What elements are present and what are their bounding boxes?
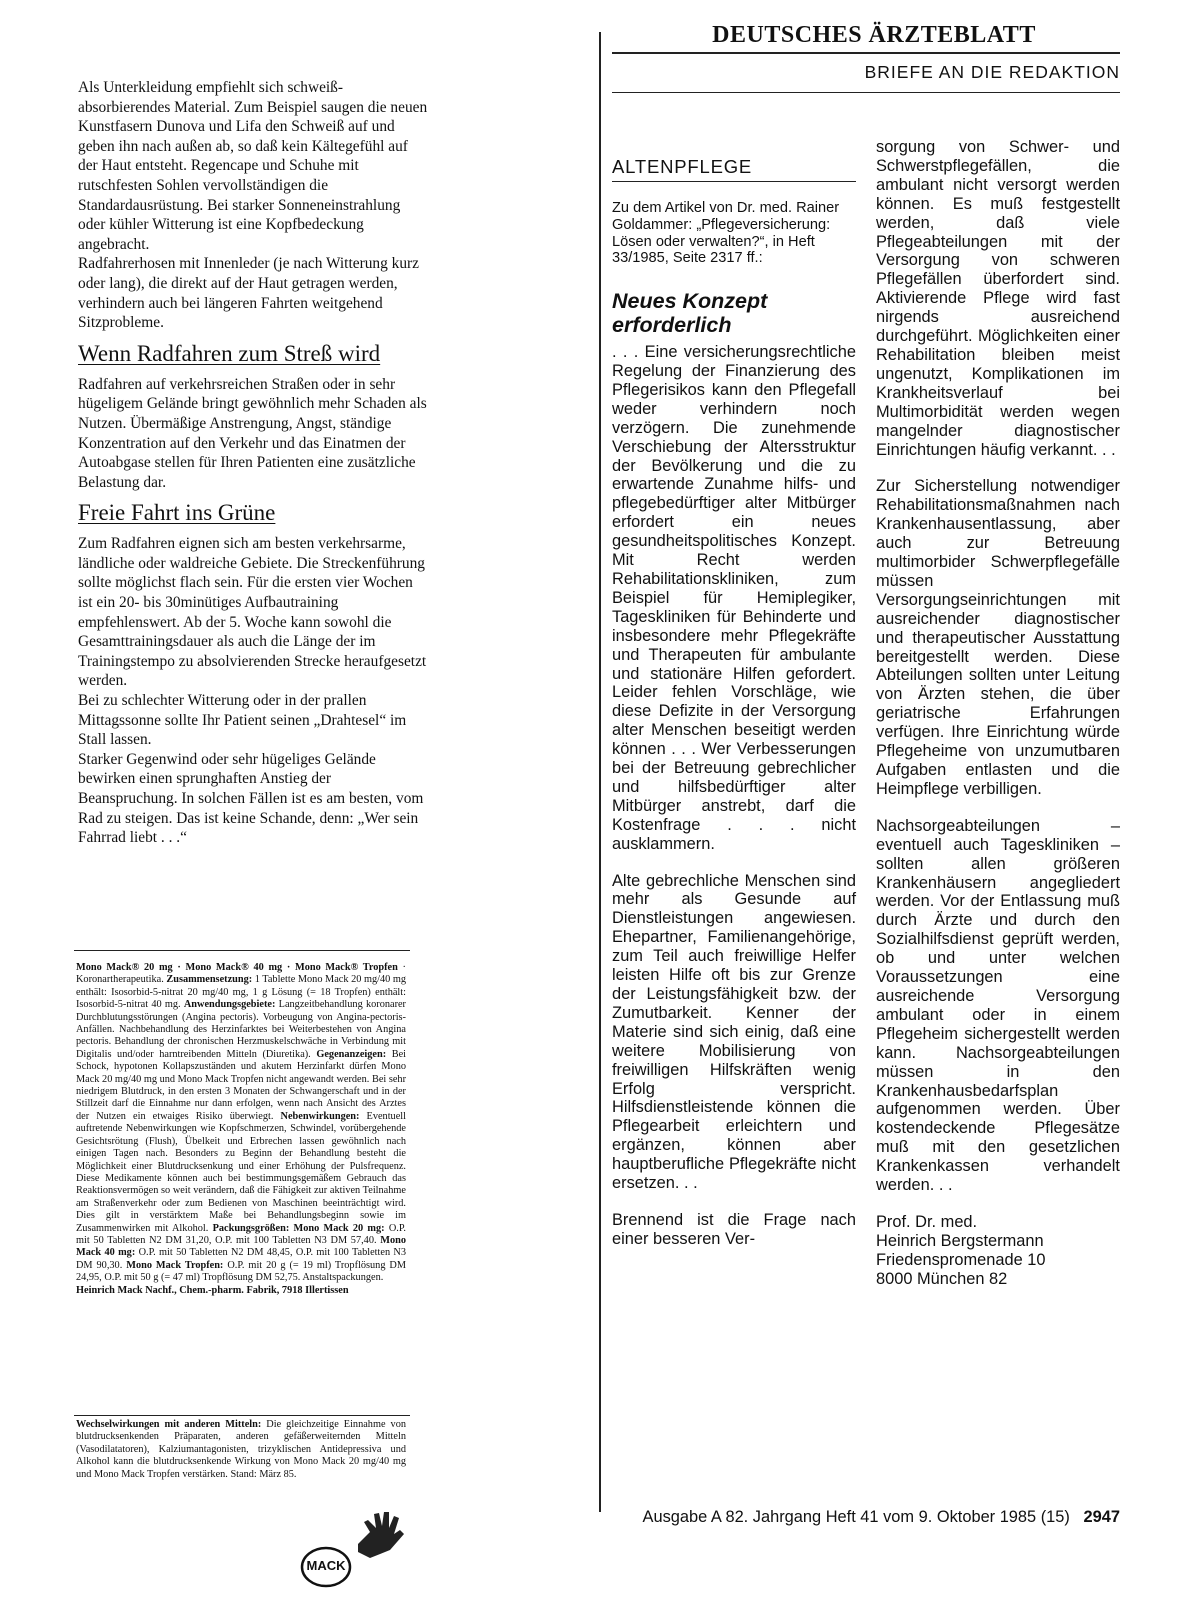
ad-middle-rule bbox=[74, 1415, 410, 1416]
left-paragraph-2: Radfahrerhosen mit Innenleder (je nach Witterung kurz oder lang), die direkt auf der Haut getragen werden, verhindern auch bei längeren Fahrten weitgehend Sitzprobleme. bbox=[78, 255, 419, 332]
left-paragraph-5: Bei zu schlechter Witterung oder in der prallen Mittagssonne sollte Ihr Patient seinen „Drahtesel“ im Stall lassen. bbox=[78, 692, 407, 749]
left-paragraph-3: Radfahren auf verkehrsreichen Straßen oder in sehr hügeligem Gelände bringt gewöhnlich mehr Schaden als Nutzen. Übermäßige Anstrengung, Angst, ständige Konzentration auf den Verkehr und das Einatmen der Autoabgase stellen für Ihren Patienten eine zusätzliche Belastung dar. bbox=[78, 375, 427, 491]
page-footer bbox=[530, 1508, 1120, 1527]
left-paragraph-4: Zum Radfahren eignen sich am besten verkehrsarme, ländliche oder waldreiche Gebiete. Die Streckenführung sollte möglichst flach sein. Für die ersten vier Wochen ist ein 20- bis 30minütiges Aufbautraining empfehlenswert. Ab der 5. Woche kann sowohl die Gesamttrainingsdauer als auch die Länge der im Trainingstempo zu absolvierenden Strecke heraufgesetzt werden. bbox=[78, 535, 427, 690]
ad-pharma-text: Mono Mack® 20 mg · Mono Mack® 40 mg · Mono Mack® Tropfen · Koronartherapeutika. Zusammensetzung: 1 Tablette Mono Mack 20 mg/40 mg enthält: Isosorbid-5-nitrat 20 mg/40 mg, 1 g Lösung (= 18 Tropfen) enthält: Isosorbid-5-nitrat 40 mg. Anwendungsgebiete: Langzeitbehandlung koronarer Durchblutungsstörungen (Angina pectoris). Vorbeugung von Angina-pectoris-Anfällen. Nachbehandlung des Herzinfarktes bei Weiterbestehen von Angina pectoris. Behandlung der chronischen Herzmuskelschwäche in Verbindung mit Digitalis und/oder harntreibenden Mitteln (Diuretika). Gegenanzeigen: Bei Schock, hypotonen Kollapszuständen und akutem Herzinfarkt dürfen Mono Mack 20 mg/40 mg und Mono Mack Tropfen nicht angewandt werden. Bei sehr niedrigem Blutdruck, in den ersten 3 Monaten der Schwangerschaft und in der Stillzeit darf die Einnahme nur dann erfolgen, wenn nach Ansicht des Arztes der Nutzen ein etwaiges Risiko überwiegt. Nebenwirkungen: Eventuell auftretende Nebenwirkungen wie Kopfschmerzen, Schwindel, vorübergehende Gesichtsrötung (Flush), Übelkeit und Erbrechen lassen gewöhnlich nach einigen Tagen nach. Besonders zu Beginn der Behandlung besteht die Möglichkeit einer Blutdrucksenkung und einer Erhöhung der Pulsfrequenz. Diese Medikamente können auch bei bestimmungsgemäßem Gebrauch das Reaktionsvermögen so weit verändern, daß die Fähigkeit zur aktiven Teilnahme am Straßenverkehr oder zum Bedienen von Maschinen beeinträchtigt wird. Dies gilt in verstärktem Maße bei Behandlungsbeginn sowie im Zusammenwirken mit Alkohol. Packungsgrößen: Mono Mack 20 mg: O.P. mit 50 Tabletten N2 DM 31,20, O.P. mit 100 Tabletten N3 DM 57,40. Mono Mack 40 mg: O.P. mit 50 Tabletten N2 DM 48,45, O.P. mit 100 Tabletten N3 DM 90,30. Mono Mack Tropfen: O.P. mit 20 g (= 19 ml) Tropflösung DM 24,95, O.P. mit 50 g (= 47 ml) Tropflösung DM 52,75. Anstaltspackungen. Heinrich Mack Nachf., Chem.-pharm. Fabrik, 7918 Illertissen bbox=[76, 962, 407, 1296]
ad-top-rule bbox=[74, 950, 410, 951]
signature-line-1: Prof. Dr. med. bbox=[876, 1212, 978, 1231]
letter-paragraph-5: Zur Sicherstellung notwendiger Rehabilitationsmaßnahmen nach Krankenhausentlassung, aber auch zur Betreuung multimorbider Schwerpflegefälle müssen Versorgungseinrichtungen mit ausreichender diagnostischer und therapeutischer Ausstattung bereitgestellt werden. Diese Abteilungen sollten unter Leitung von Ärzten stehen, die über geriatrische Erfahrungen verfügen. Ihre Einrichtung würde Pflegeheime von unzumutbaren Aufgaben entlasten und die Heimpflege verbilligen. bbox=[876, 477, 1120, 798]
left-paragraph-6: Starker Gegenwind oder sehr hügeliges Gelände bewirken einen sprunghaften Anstieg der Beanspruchung. In solchen Fällen ist es am besten, vom Rad zu steigen. Das ist keine Schande, denn: „Wer sein Fahrrad liebt . . .“ bbox=[78, 750, 424, 847]
signature-line-3: Friedenspromenade 10 bbox=[876, 1250, 1046, 1269]
letter-intro: Zu dem Artikel von Dr. med. Rainer Goldammer: „Pflegeversicherung: Lösen oder verwalten?“, in Heft 33/1985, Seite 2317 ff.: bbox=[612, 199, 840, 267]
letter-paragraph-2: Alte gebrechliche Menschen sind mehr als Gesunde auf Dienstleistungen angewiesen. Ehepartner, Familienangehörige, zum Teil auch freiwillige Helfer leisten Hilfe oft bis zur Grenze der Leistungsfähigkeit bzw. der Zumutbarkeit. Kenner der Materie sind sich einig, daß eine weitere Mobilisierung von freiwilligen Hilfskräften wenig Erfolg verspricht. Hilfsdienstleistende können die Pflegearbeit erleichtern und ergänzen, können aber hauptberufliche Pflegekräfte nicht ersetzen. . . bbox=[612, 871, 856, 1193]
column-divider bbox=[599, 32, 601, 1512]
ad-interactions-text: Wechselwirkungen mit anderen Mitteln: Die gleichzeitige Einnahme von blutdrucksenkenden Präparaten, anderen gefäßerweiternden Mitteln (Vasodilatatoren), Kalziumantagonisten, trizyklischen Antidepressiva und Alkohol kann die blutdrucksenkende Wirkung von Mono Mack 20 mg/40 mg und Mono Mack Tropfen verstärken. Stand: März 85. bbox=[76, 1419, 406, 1480]
left-article bbox=[78, 78, 430, 848]
letter-paragraph-1: . . . Eine versicherungsrechtliche Regelung der Finanzierung des Pflegerisikos kann den Pflegefall weder verhindern noch verzögern. Die zunehmende Verschiebung der Altersstruktur der Bevölkerung und die zu erwartende Zunahme hilfs- und pflegebedürftiger alter Mitbürger erfordert ein neues gesundheitspolitisches Konzept. Mit Recht werden Rehabilitationskliniken, zum Beispiel für Hemiplegiker, Tageskliniken für Behinderte und insbesondere mehr Pflegekräfte und Therapeuten für ambulante und stationäre Hilfen gefordert. Leider fehlen Vorschläge, wie diese Defizite in der Versorgung alter Menschen beseitigt werden können . . . Wer Verbesserungen bei der Betreuung gebrechlicher und hilfsbedürftiger alter Mitbürger anstrebt, darf die Kostenfrage . . . nicht ausklammern. bbox=[612, 343, 856, 853]
letter-column-1 bbox=[612, 158, 856, 1267]
letter-paragraph-6: Nachsorgeabteilungen – eventuell auch Tageskliniken – sollten allen größeren Krankenhäusern angegliedert werden. Vor der Entlassung muß durch Ärzte und durch den Sozialhilfsdienst geprüft werden, ob und unter welchen Voraussetzungen eine ausreichende Versorgung ambulant oder in einem Pflegeheim sichergestellt werden kann. Nachsorgeabteilungen müssen in den Krankenhausbedarfsplan aufgenommen werden. Über kostendeckende Pflegesätze muß mit den gesetzlichen Krankenkassen verhandelt werden. . . bbox=[876, 816, 1120, 1195]
left-heading-gruene: Freie Fahrt ins Grüne bbox=[78, 500, 276, 526]
letter-column-2 bbox=[876, 138, 1120, 1289]
signature-line-2: Heinrich Bergstermann bbox=[876, 1231, 1044, 1250]
mack-logo: MACK bbox=[300, 1546, 352, 1588]
section-heading: BRIEFE AN DIE REDAKTION bbox=[864, 62, 1120, 82]
journal-title: DEUTSCHES ÄRZTEBLATT bbox=[712, 22, 1036, 48]
left-heading-stress: Wenn Radfahren zum Streß wird bbox=[78, 340, 381, 366]
signature-line-4: 8000 München 82 bbox=[876, 1269, 1008, 1288]
left-paragraph-1: Als Unterkleidung empfiehlt sich schweiß-absorbierendes Material. Zum Beispiel saugen die neuen Kunstfasern Dunova und Lifa den Schweiß auf und geben ihn nach außen ab, so daß kein Kältegefühl auf der Haut entsteht. Regencape und Schuhe mit rutschfesten Sohlen vervollständigen die Standardausrüstung. Bei starker Sonneneinstrahlung oder kühler Witterung ist eine Kopfbedeckung angebracht. bbox=[78, 79, 428, 253]
journal-rule bbox=[612, 52, 1120, 54]
letter-paragraph-3: Brennend ist die Frage nach einer besseren Ver- bbox=[612, 1210, 856, 1248]
issue-line: Ausgabe A 82. Jahrgang Heft 41 vom 9. Oktober 1985 (15) bbox=[642, 1508, 1070, 1526]
letter-title: Neues Konzept erforderlich bbox=[612, 289, 768, 338]
letter-signature bbox=[876, 1213, 1120, 1289]
page-number: 2947 bbox=[1083, 1508, 1120, 1526]
hand-icon bbox=[350, 1504, 408, 1560]
letter-paragraph-4: sorgung von Schwer- und Schwerstpflegefällen, die ambulant nicht versorgt werden können. Es muß festgestellt werden, daß viele Pflegeabteilungen mit der Versorgung von schweren Pflegefällen überfordert sind. Aktivierende Pflege wird fast nirgends ausreichend durchgeführt. Möglichkeiten einer Rehabilitation bleiben meist ungenutzt, Komplikationen im Krankheitsverlauf bei Multimorbidität werden wegen mangelnder diagnostischer Einrichtungen häufig verkannt. . . bbox=[876, 138, 1120, 459]
letter-rubric: ALTENPFLEGE bbox=[612, 158, 856, 182]
section-rule bbox=[612, 92, 1120, 93]
